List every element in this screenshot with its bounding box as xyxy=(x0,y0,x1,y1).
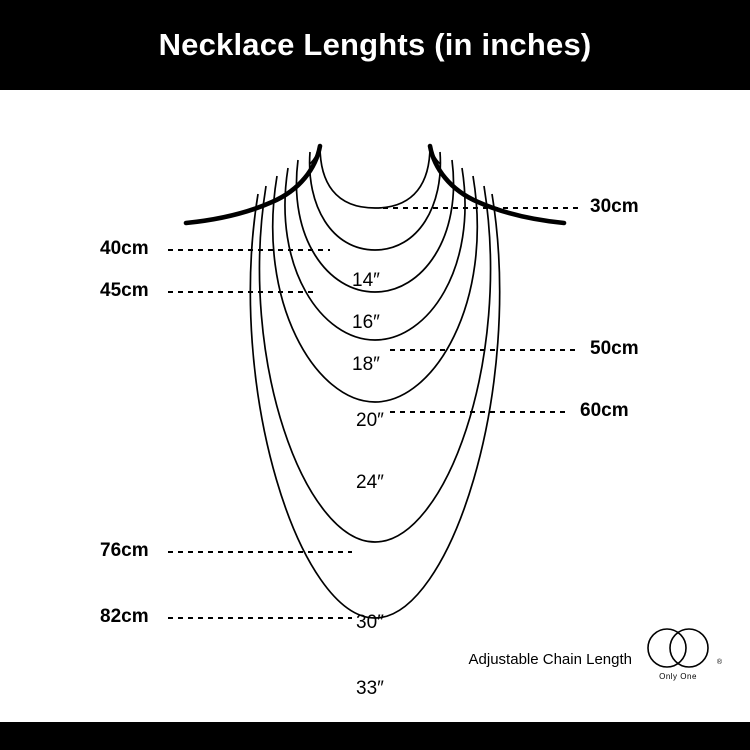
inch-label-30: 30″ xyxy=(356,612,384,633)
cm-label-30: 30cm xyxy=(590,196,639,217)
necklace-curves xyxy=(250,146,499,618)
registered-mark: ® xyxy=(716,659,722,666)
cm-label-40: 40cm xyxy=(100,238,149,259)
inch-label-33: 33″ xyxy=(356,678,384,699)
inch-label-20: 20″ xyxy=(356,410,384,431)
cm-label-82: 82cm xyxy=(100,606,149,627)
diagram-area xyxy=(0,90,750,722)
inch-label-24: 24″ xyxy=(356,472,384,493)
page-title: Necklace Lenghts (in inches) xyxy=(158,27,592,62)
shoulder-outline xyxy=(186,146,564,223)
inch-label-16: 16″ xyxy=(352,312,380,333)
footer-band xyxy=(0,722,750,750)
necklace-curve-14 xyxy=(320,146,430,208)
inch-label-14: 14″ xyxy=(352,270,380,291)
two-interlocking-circles-icon xyxy=(636,626,720,672)
brand-logo xyxy=(636,626,720,688)
cm-label-50: 50cm xyxy=(590,338,639,359)
logo-caption: Only One xyxy=(659,672,697,681)
necklace-curve-16 xyxy=(310,152,441,250)
header-band xyxy=(0,0,750,90)
cm-label-76: 76cm xyxy=(100,540,149,561)
necklace-curve-33 xyxy=(250,194,499,618)
cm-label-45: 45cm xyxy=(100,280,149,301)
clasp-stems xyxy=(310,146,440,164)
cm-label-60: 60cm xyxy=(580,400,629,421)
adjustable-chain-length-label: Adjustable Chain Length xyxy=(468,651,632,668)
inch-label-18: 18″ xyxy=(352,354,380,375)
